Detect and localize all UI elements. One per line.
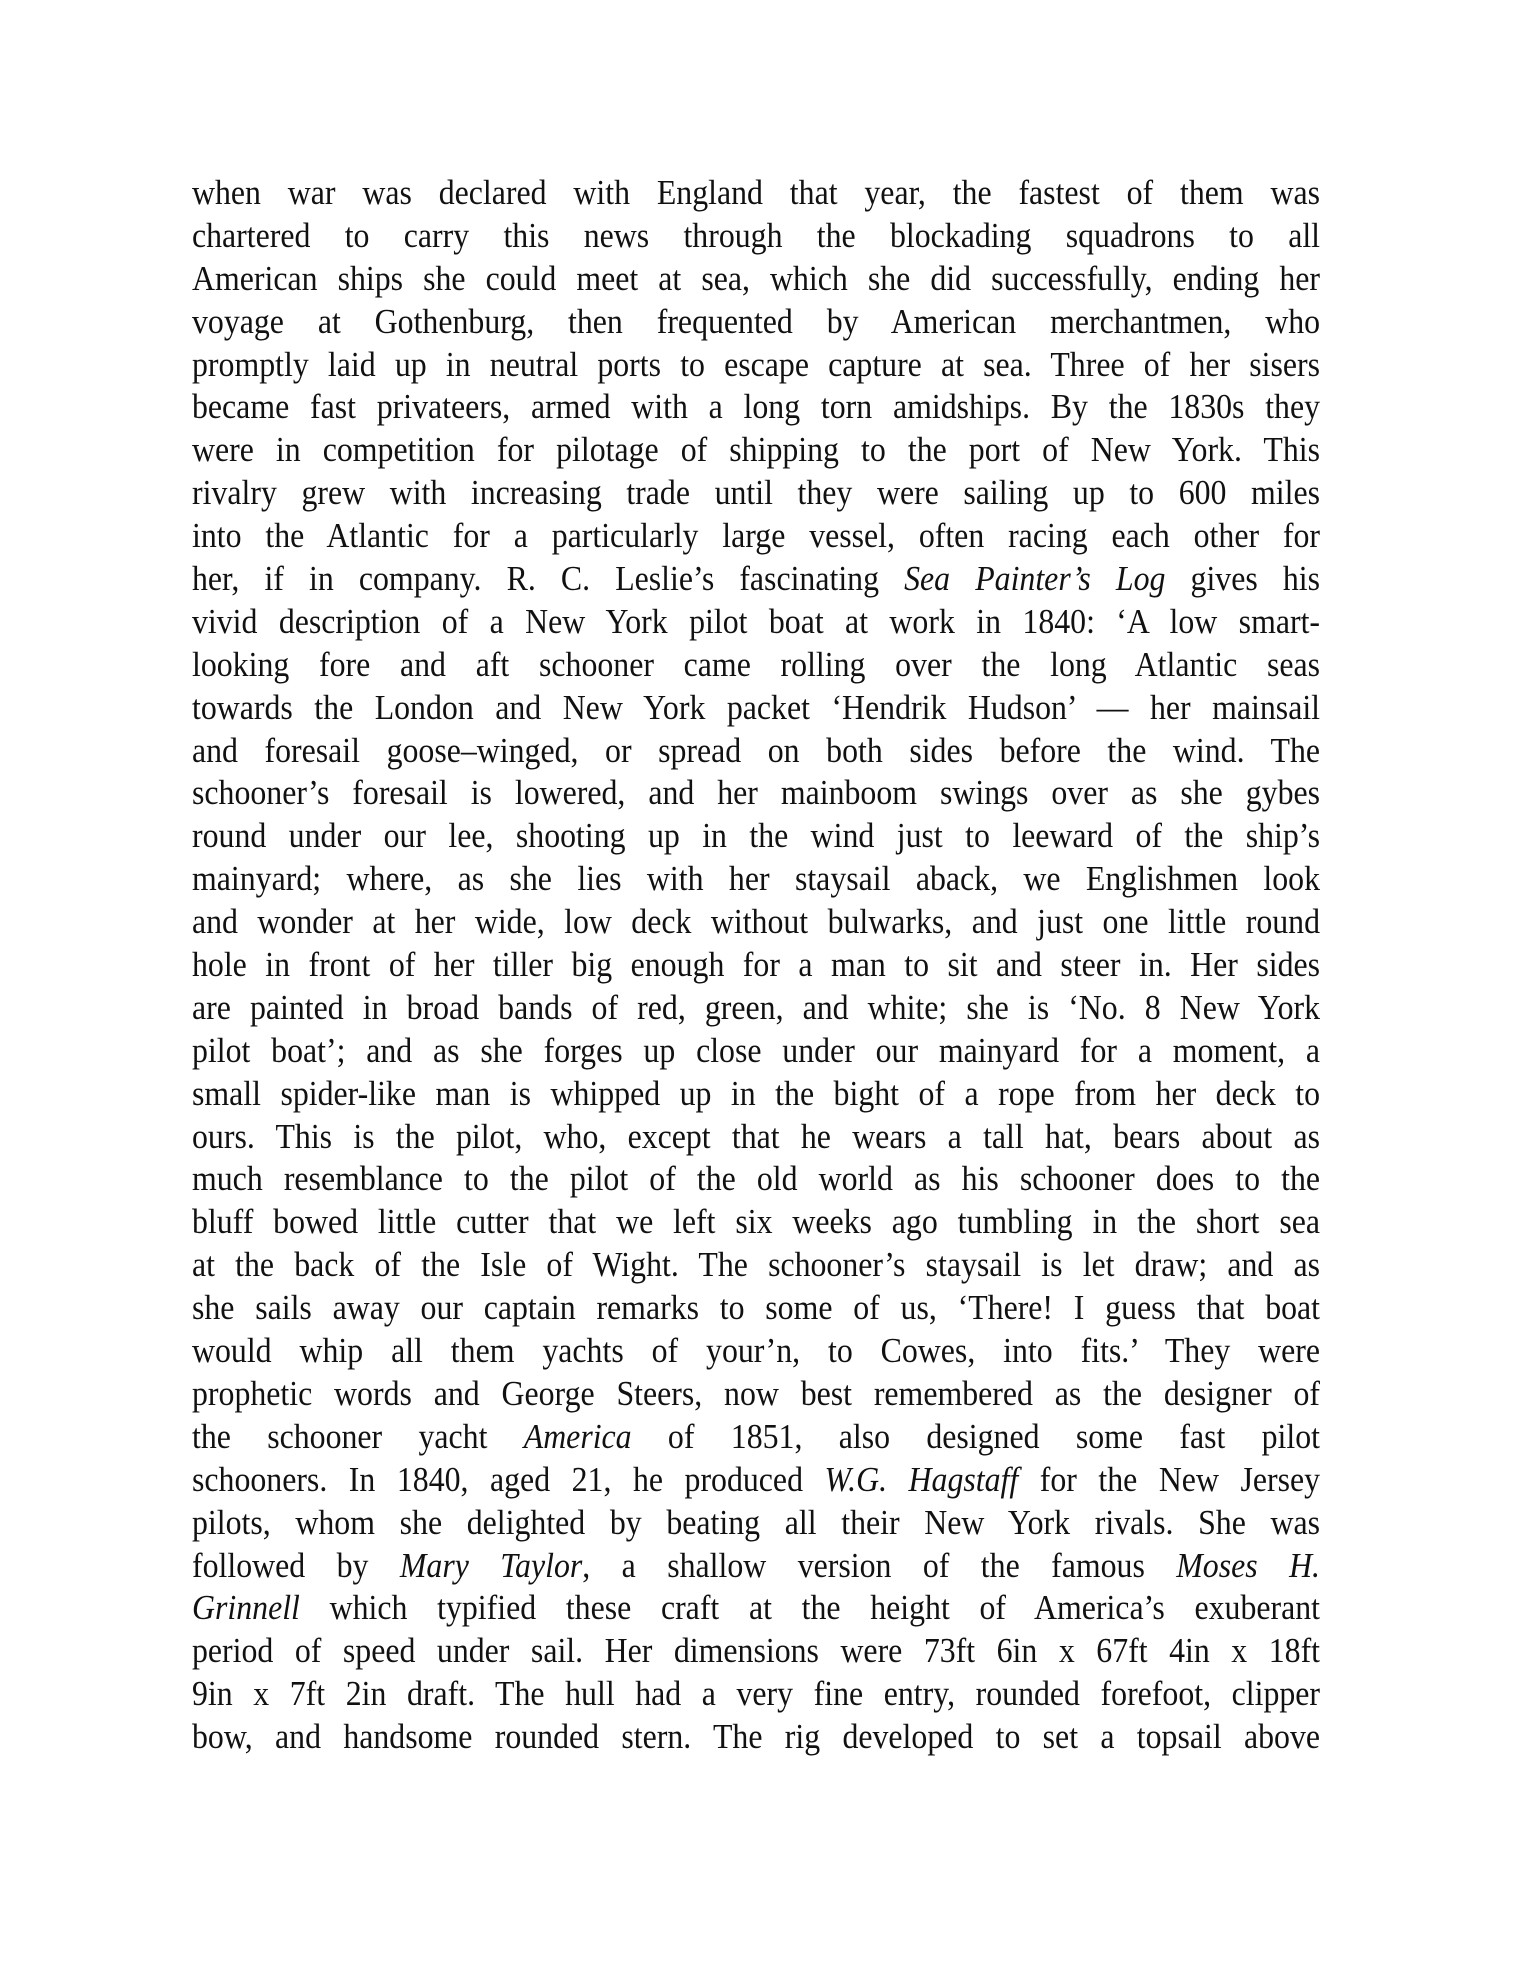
text-line-content: [192, 644, 1320, 687]
text-segment: would whip all them yachts of your’n, to Cowes, into fits.’ They were: [192, 1331, 1321, 1371]
text-segment: followed by: [192, 1545, 400, 1585]
text-segment: pilots, whom she delighted by beating all their New York rivals. She was: [192, 1502, 1321, 1542]
text-line: [192, 644, 1320, 687]
text-line-content: [192, 601, 1320, 644]
text-line: [192, 172, 1320, 215]
text-line-content: [192, 772, 1320, 815]
text-line: [192, 1287, 1320, 1330]
text-line-content: [192, 1716, 1320, 1759]
text-segment: looking fore and aft schooner came rolling over the long Atlantic seas: [192, 644, 1321, 684]
text-line: [192, 1459, 1320, 1502]
text-line: [192, 1716, 1320, 1759]
text-line-content: [192, 815, 1320, 858]
text-line-content: [192, 987, 1320, 1030]
text-line: [192, 429, 1320, 472]
text-segment: when war was declared with England that year, the fastest of them was: [192, 173, 1321, 212]
text-line-content: [192, 1587, 1320, 1630]
text-line: [192, 1116, 1320, 1159]
text-line-content: [192, 1673, 1320, 1716]
text-line-content: [192, 472, 1320, 515]
text-segment: became fast privateers, armed with a long torn amidships. By the 1830s they: [192, 387, 1321, 427]
text-line-content: [192, 1116, 1320, 1159]
text-segment: hole in front of her tiller big enough for a man to sit and steer in. Her sides: [192, 945, 1321, 985]
text-line-content: [192, 1459, 1320, 1502]
text-line-content: [192, 944, 1320, 987]
text-segment: , a shallow version of the famous: [582, 1545, 1177, 1585]
text-line: [192, 687, 1320, 730]
text-line-content: [192, 215, 1320, 258]
italic-title: Grinnell: [192, 1588, 300, 1628]
text-segment: into the Atlantic for a particularly large vessel, often racing each other for: [192, 516, 1321, 556]
text-segment: are painted in broad bands of red, green, and white; she is ‘No. 8 New York: [192, 987, 1321, 1027]
text-line: [192, 344, 1320, 387]
text-segment: vivid description of a New York pilot boat at work in 1840: ‘A low smart-: [192, 601, 1321, 641]
text-segment: mainyard; where, as she lies with her staysail aback, we Englishmen look: [192, 859, 1321, 899]
text-line-content: [192, 515, 1320, 558]
text-line-content: [192, 730, 1320, 773]
text-line: [192, 772, 1320, 815]
text-segment: prophetic words and George Steers, now best remembered as the designer of: [192, 1373, 1321, 1413]
text-line-content: [192, 429, 1320, 472]
text-line: [192, 1545, 1320, 1588]
text-segment: voyage at Gothenburg, then frequented by American merchantmen, who: [192, 301, 1321, 341]
text-segment: gives his: [1165, 559, 1321, 599]
text-line-content: [192, 1330, 1320, 1373]
text-line-content: [192, 1630, 1320, 1673]
body-text: [192, 172, 1320, 1759]
italic-title: Mary Taylor: [399, 1545, 583, 1585]
text-segment: of 1851, also designed some fast pilot: [631, 1416, 1321, 1456]
text-segment: were in competition for pilotage of shipping to the port of New York. This: [192, 430, 1321, 470]
text-line-content: [192, 1416, 1320, 1459]
text-line: [192, 1587, 1320, 1630]
text-segment: rivalry grew with increasing trade until they were sailing up to 600 miles: [192, 473, 1321, 513]
text-segment: schooner’s foresail is lowered, and her mainboom swings over as she gybes: [192, 773, 1321, 813]
text-segment: small spider-like man is whipped up in the bight of a rope from her deck to: [192, 1073, 1321, 1113]
text-line-content: [192, 1373, 1320, 1416]
italic-title: W.G. Hagstaff: [824, 1459, 1019, 1499]
text-line-content: [192, 1073, 1320, 1116]
text-line-content: [192, 1030, 1320, 1073]
text-segment: bluff bowed little cutter that we left six weeks ago tumbling in the short sea: [192, 1202, 1321, 1242]
text-line: [192, 1073, 1320, 1116]
text-line-content: [192, 172, 1320, 215]
text-segment: much resemblance to the pilot of the old world as his schooner does to the: [192, 1159, 1321, 1199]
italic-title: America: [523, 1416, 632, 1456]
text-line: [192, 1373, 1320, 1416]
text-line-content: [192, 1287, 1320, 1330]
text-segment: chartered to carry this news through the blockading squadrons to all: [192, 215, 1321, 255]
text-line: [192, 944, 1320, 987]
text-line: [192, 901, 1320, 944]
text-segment: which typified these craft at the height of America’s exuberant: [299, 1588, 1321, 1628]
text-segment: schooners. In 1840, aged 21, he produced: [192, 1459, 825, 1499]
text-segment: and wonder at her wide, low deck without bulwarks, and just one little round: [192, 902, 1321, 942]
text-segment: the schooner yacht: [192, 1416, 524, 1456]
text-segment: for the New Jersey: [1018, 1459, 1321, 1499]
text-line-content: [192, 687, 1320, 730]
text-line: [192, 1673, 1320, 1716]
text-line-content: [192, 258, 1320, 301]
text-line-content: [192, 1244, 1320, 1287]
text-segment: ours. This is the pilot, who, except that he wears a tall hat, bears about as: [192, 1116, 1321, 1156]
text-line-content: [192, 1545, 1320, 1588]
text-line: [192, 258, 1320, 301]
text-segment: her, if in company. R. C. Leslie’s fascinating: [192, 559, 905, 599]
text-line: [192, 1630, 1320, 1673]
text-line: [192, 472, 1320, 515]
text-line: [192, 215, 1320, 258]
text-line: [192, 386, 1320, 429]
text-line: [192, 730, 1320, 773]
text-line-content: [192, 858, 1320, 901]
text-line: [192, 301, 1320, 344]
text-line-content: [192, 386, 1320, 429]
text-line: [192, 1030, 1320, 1073]
text-line: [192, 1158, 1320, 1201]
text-line-content: [192, 1201, 1320, 1244]
text-segment: period of speed under sail. Her dimensions were 73ft 6in x 67ft 4in x 18ft: [192, 1631, 1321, 1671]
text-line-content: [192, 344, 1320, 387]
text-segment: American ships she could meet at sea, which she did successfully, ending her: [192, 258, 1321, 298]
text-segment: promptly laid up in neutral ports to escape capture at sea. Three of her sisers: [192, 344, 1321, 384]
text-segment: towards the London and New York packet ‘Hendrik Hudson’ — her mainsail: [192, 687, 1321, 727]
text-segment: round under our lee, shooting up in the wind just to leeward of the ship’s: [192, 816, 1321, 856]
text-line: [192, 1244, 1320, 1287]
text-segment: at the back of the Isle of Wight. The schooner’s staysail is let draw; and as: [192, 1245, 1321, 1285]
text-line: [192, 1201, 1320, 1244]
italic-title: Moses H.: [1176, 1545, 1321, 1585]
text-line: [192, 601, 1320, 644]
text-line-content: [192, 558, 1320, 601]
text-segment: she sails away our captain remarks to some of us, ‘There! I guess that boat: [192, 1288, 1321, 1328]
text-line-content: [192, 301, 1320, 344]
text-line: [192, 515, 1320, 558]
text-line: [192, 858, 1320, 901]
text-line: [192, 1502, 1320, 1545]
text-line-content: [192, 1158, 1320, 1201]
text-line: [192, 558, 1320, 601]
text-line: [192, 1416, 1320, 1459]
text-segment: and foresail goose–winged, or spread on both sides before the wind. The: [192, 730, 1321, 770]
italic-title: Sea Painter’s Log: [904, 559, 1166, 599]
text-segment: bow, and handsome rounded stern. The rig developed to set a topsail above: [192, 1717, 1321, 1757]
text-segment: 9in x 7ft 2in draft. The hull had a very fine entry, rounded forefoot, clipper: [192, 1674, 1321, 1714]
text-segment: pilot boat’; and as she forges up close under our mainyard for a moment, a: [192, 1030, 1321, 1070]
text-line: [192, 815, 1320, 858]
text-line-content: [192, 1502, 1320, 1545]
text-line: [192, 987, 1320, 1030]
text-line-content: [192, 901, 1320, 944]
text-line: [192, 1330, 1320, 1373]
